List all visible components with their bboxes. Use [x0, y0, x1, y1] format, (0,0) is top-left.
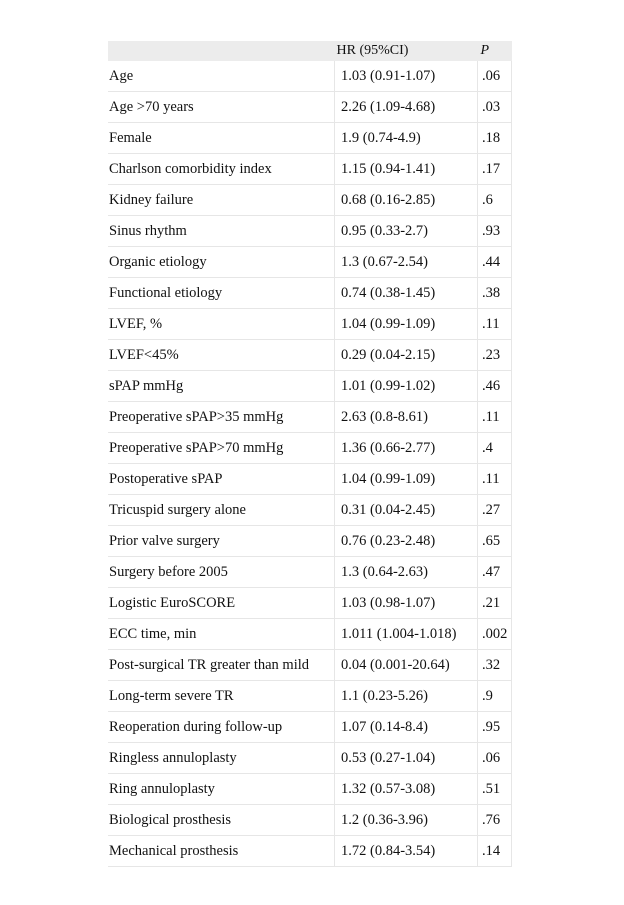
p-cell: .95	[478, 712, 512, 743]
p-cell: .11	[478, 402, 512, 433]
variable-cell: Organic etiology	[108, 247, 335, 278]
hr-cell: 1.2 (0.36-3.96)	[335, 805, 478, 836]
table-row	[108, 836, 512, 867]
table-row	[108, 61, 512, 92]
table-row	[108, 774, 512, 805]
hr-cell: 0.31 (0.04-2.45)	[335, 495, 478, 526]
variable-cell: Long-term severe TR	[108, 681, 335, 712]
hr-cell: 0.74 (0.38-1.45)	[335, 278, 478, 309]
table-row	[108, 650, 512, 681]
hazard-ratio-table	[108, 41, 512, 867]
hr-cell: 1.3 (0.67-2.54)	[335, 247, 478, 278]
p-cell: .32	[478, 650, 512, 681]
table-row	[108, 681, 512, 712]
variable-cell: Ringless annuloplasty	[108, 743, 335, 774]
table-row	[108, 123, 512, 154]
variable-cell: Biological prosthesis	[108, 805, 335, 836]
variable-cell: Prior valve surgery	[108, 526, 335, 557]
variable-cell: Tricuspid surgery alone	[108, 495, 335, 526]
hr-cell: 1.9 (0.74-4.9)	[335, 123, 478, 154]
p-cell: .06	[478, 743, 512, 774]
variable-cell: LVEF, %	[108, 309, 335, 340]
p-cell: .11	[478, 464, 512, 495]
variable-cell: Functional etiology	[108, 278, 335, 309]
variable-cell: Preoperative sPAP>35 mmHg	[108, 402, 335, 433]
p-cell: .51	[478, 774, 512, 805]
p-cell: .93	[478, 216, 512, 247]
p-cell: .06	[478, 61, 512, 92]
hr-cell: 1.04 (0.99-1.09)	[335, 309, 478, 340]
variable-cell: Female	[108, 123, 335, 154]
variable-cell: LVEF<45%	[108, 340, 335, 371]
hr-cell: 1.03 (0.98-1.07)	[335, 588, 478, 619]
variable-cell: Charlson comorbidity index	[108, 154, 335, 185]
variable-cell: ECC time, min	[108, 619, 335, 650]
p-cell: .46	[478, 371, 512, 402]
table-row	[108, 712, 512, 743]
p-cell: .17	[478, 154, 512, 185]
hr-cell: 0.04 (0.001-20.64)	[335, 650, 478, 681]
header-p: P	[478, 41, 512, 61]
p-cell: .27	[478, 495, 512, 526]
p-cell: .6	[478, 185, 512, 216]
hr-cell: 0.53 (0.27-1.04)	[335, 743, 478, 774]
p-cell: .21	[478, 588, 512, 619]
p-cell: .65	[478, 526, 512, 557]
table-row	[108, 588, 512, 619]
table-row	[108, 371, 512, 402]
hr-cell: 1.07 (0.14-8.4)	[335, 712, 478, 743]
hr-cell: 2.63 (0.8-8.61)	[335, 402, 478, 433]
table-row	[108, 154, 512, 185]
p-cell: .9	[478, 681, 512, 712]
header-hr: HR (95%CI)	[335, 41, 478, 61]
variable-cell: sPAP mmHg	[108, 371, 335, 402]
variable-cell: Ring annuloplasty	[108, 774, 335, 805]
variable-cell: Surgery before 2005	[108, 557, 335, 588]
hr-cell: 1.011 (1.004-1.018)	[335, 619, 478, 650]
variable-cell: Reoperation during follow-up	[108, 712, 335, 743]
variable-cell: Kidney failure	[108, 185, 335, 216]
hr-cell: 1.03 (0.91-1.07)	[335, 61, 478, 92]
table-row	[108, 309, 512, 340]
p-cell: .03	[478, 92, 512, 123]
hr-cell: 1.32 (0.57-3.08)	[335, 774, 478, 805]
p-cell: .44	[478, 247, 512, 278]
table-row	[108, 619, 512, 650]
p-cell: .002	[478, 619, 512, 650]
hr-cell: 1.15 (0.94-1.41)	[335, 154, 478, 185]
p-cell: .18	[478, 123, 512, 154]
variable-cell: Post-surgical TR greater than mild	[108, 650, 335, 681]
table-row	[108, 433, 512, 464]
p-cell: .47	[478, 557, 512, 588]
table-row	[108, 495, 512, 526]
table-row	[108, 805, 512, 836]
header-variable	[108, 41, 335, 61]
p-cell: .76	[478, 805, 512, 836]
variable-cell: Logistic EuroSCORE	[108, 588, 335, 619]
table-row	[108, 92, 512, 123]
table-row	[108, 278, 512, 309]
table-row	[108, 402, 512, 433]
hr-cell: 0.29 (0.04-2.15)	[335, 340, 478, 371]
variable-cell: Age >70 years	[108, 92, 335, 123]
variable-cell: Postoperative sPAP	[108, 464, 335, 495]
hr-cell: 0.68 (0.16-2.85)	[335, 185, 478, 216]
p-cell: .4	[478, 433, 512, 464]
variable-cell: Preoperative sPAP>70 mmHg	[108, 433, 335, 464]
table-row	[108, 185, 512, 216]
p-cell: .38	[478, 278, 512, 309]
table-row	[108, 340, 512, 371]
hr-cell: 1.01 (0.99-1.02)	[335, 371, 478, 402]
table-row	[108, 526, 512, 557]
hr-cell: 1.04 (0.99-1.09)	[335, 464, 478, 495]
hr-cell: 0.95 (0.33-2.7)	[335, 216, 478, 247]
hr-cell: 1.3 (0.64-2.63)	[335, 557, 478, 588]
p-cell: .23	[478, 340, 512, 371]
hr-cell: 0.76 (0.23-2.48)	[335, 526, 478, 557]
p-cell: .11	[478, 309, 512, 340]
table-row	[108, 216, 512, 247]
table-header-row	[108, 41, 512, 61]
table-row	[108, 464, 512, 495]
hr-cell: 1.1 (0.23-5.26)	[335, 681, 478, 712]
variable-cell: Mechanical prosthesis	[108, 836, 335, 867]
hr-cell: 1.36 (0.66-2.77)	[335, 433, 478, 464]
hr-cell: 2.26 (1.09-4.68)	[335, 92, 478, 123]
variable-cell: Age	[108, 61, 335, 92]
hr-cell: 1.72 (0.84-3.54)	[335, 836, 478, 867]
table-body	[108, 61, 512, 867]
table-row	[108, 247, 512, 278]
variable-cell: Sinus rhythm	[108, 216, 335, 247]
p-cell: .14	[478, 836, 512, 867]
table-row	[108, 743, 512, 774]
table-row	[108, 557, 512, 588]
